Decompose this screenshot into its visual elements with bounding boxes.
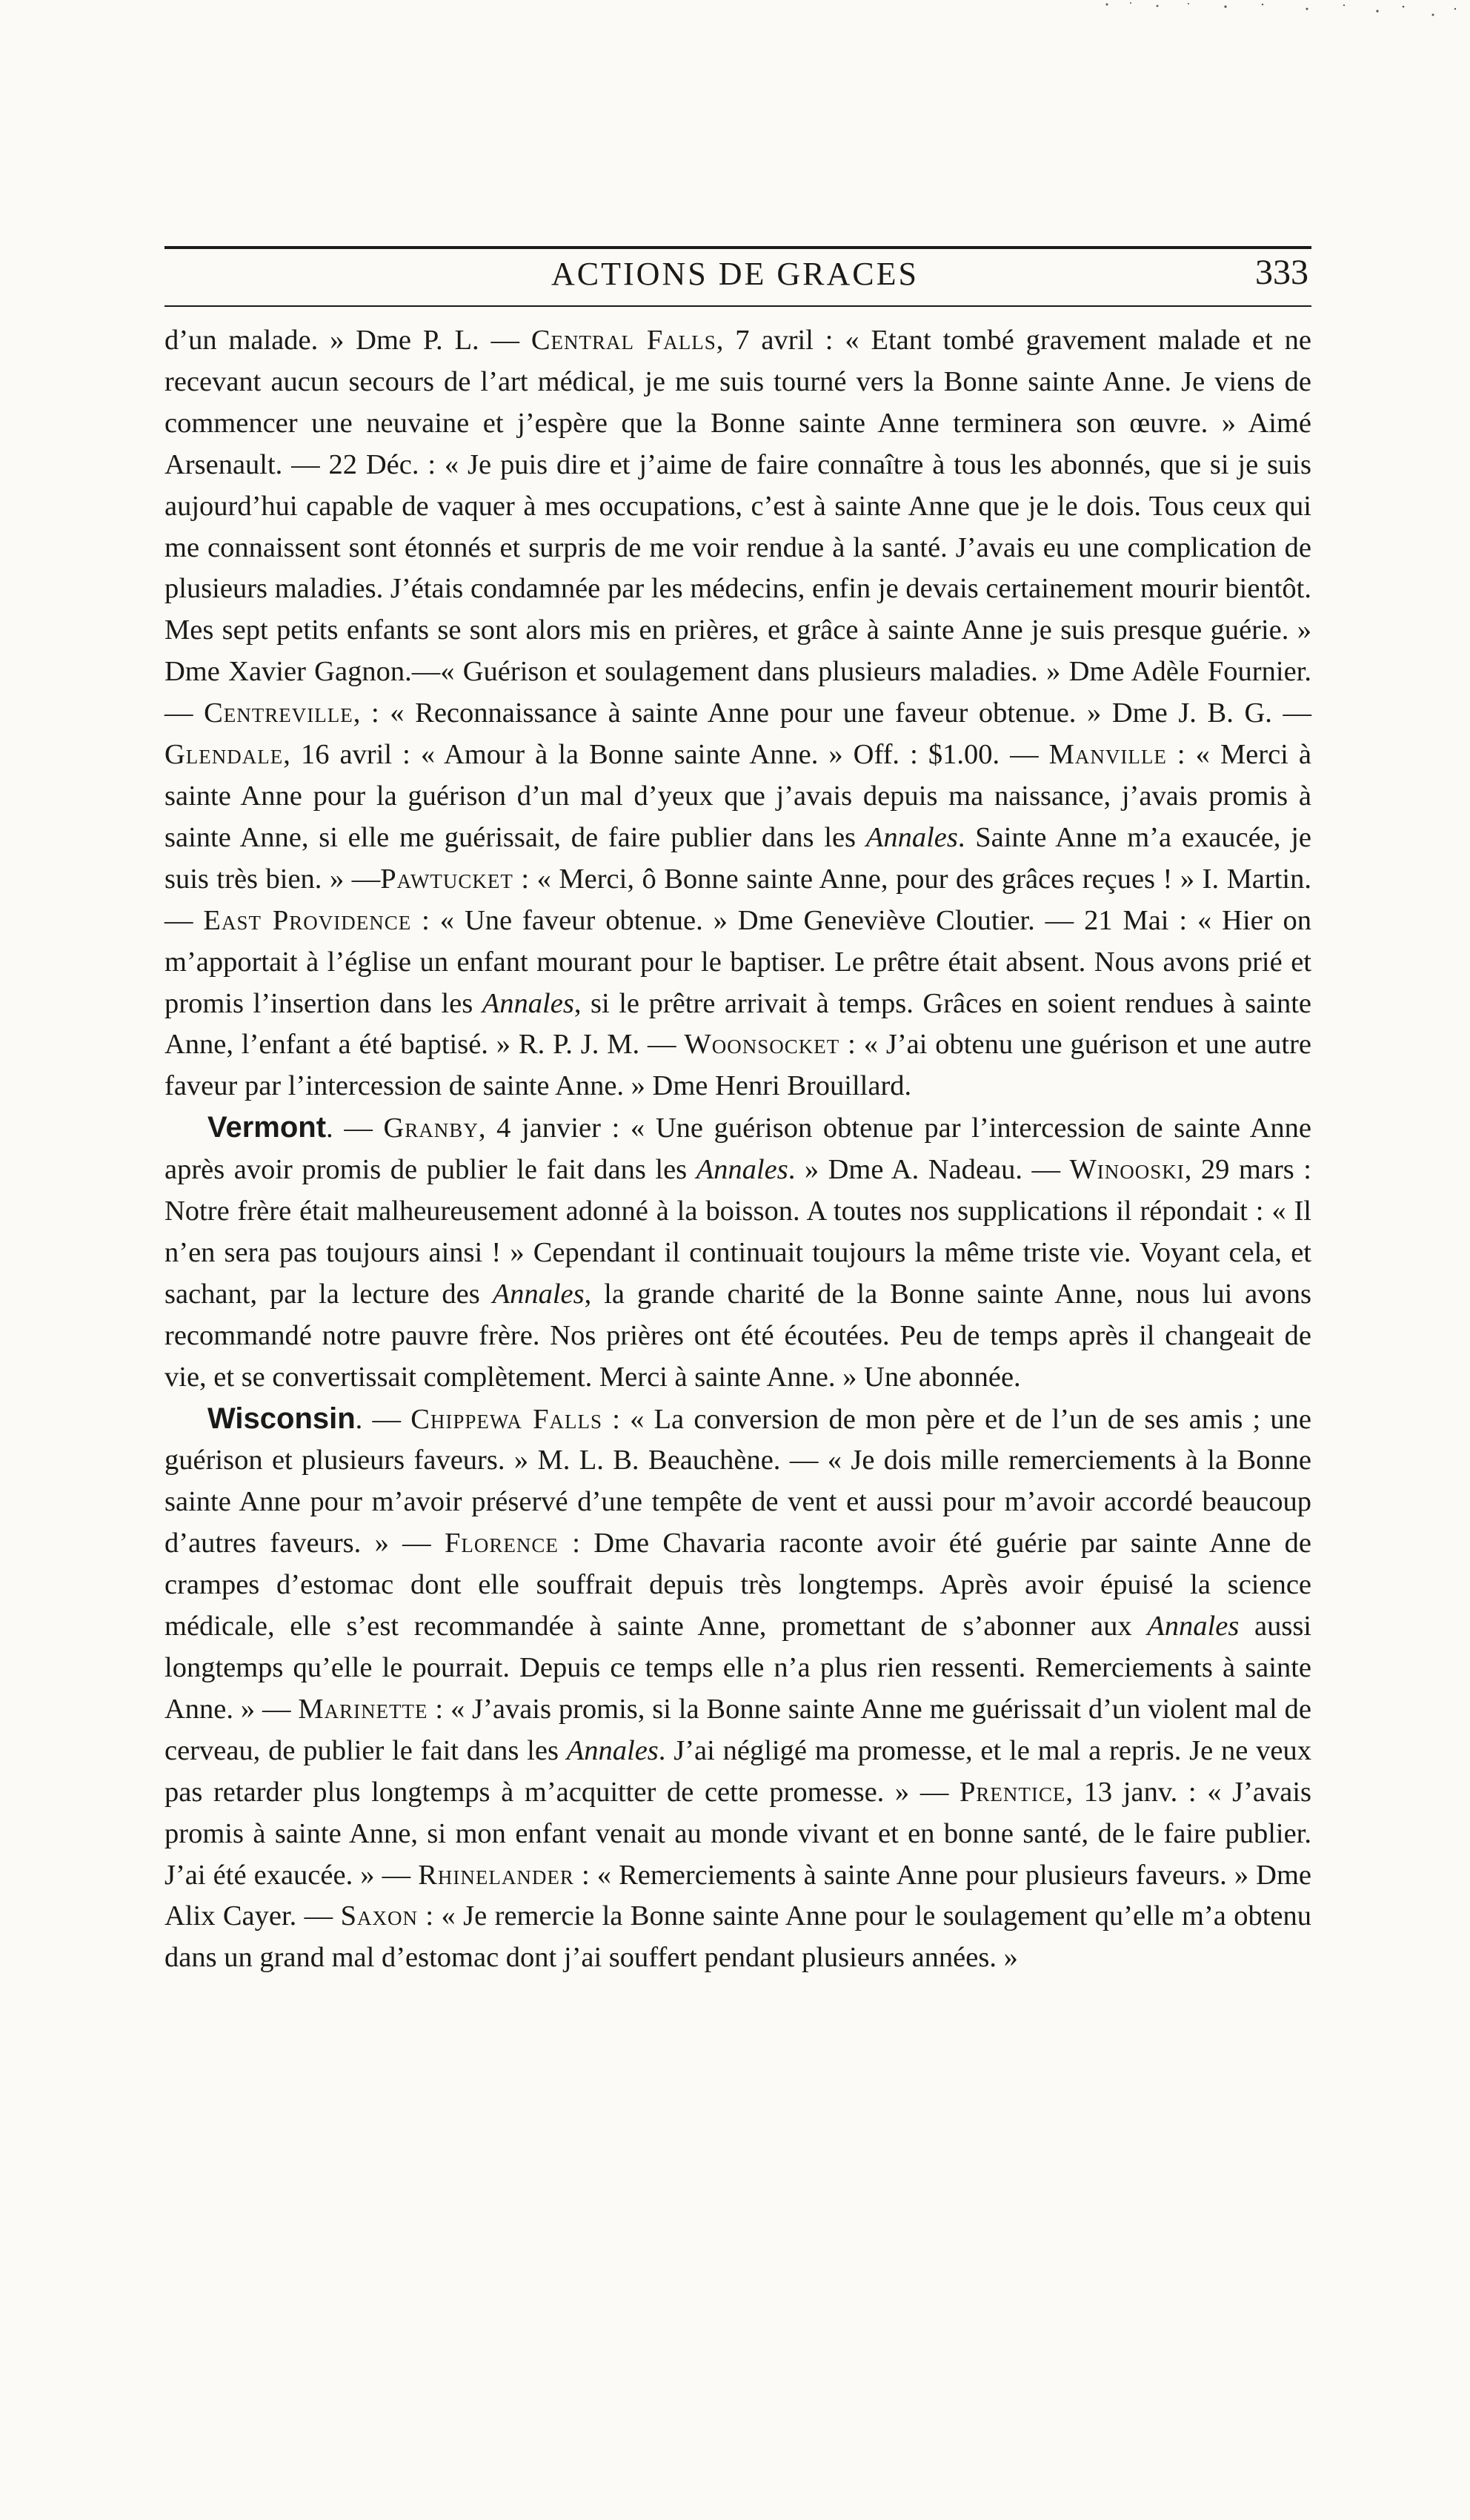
- place-name: Marinette: [298, 1693, 428, 1725]
- place-name: Rhinelander: [418, 1859, 574, 1891]
- paragraph: [164, 1399, 1311, 1980]
- header-rule-bottom: [164, 305, 1311, 307]
- place-name: East Providence: [203, 904, 412, 936]
- place-name: Florence: [444, 1528, 559, 1559]
- state-heading: Wisconsin: [207, 1402, 356, 1435]
- italic-title: Annales: [566, 1734, 659, 1766]
- italic-title: Annales: [865, 821, 958, 853]
- text-run: : « J’avais promis, si la Bonne sainte Anne me guérissait d’un violent mal de cerveau, de publier le fait dans les: [164, 1693, 1311, 1766]
- italic-title: Annales: [492, 1278, 585, 1310]
- place-name: Central Falls: [531, 325, 716, 356]
- body-text: [164, 320, 1311, 1979]
- text-run: : « Une faveur obtenue. » Dme Geneviève Cloutier. — 21 Mai : « Hier on m’apportait à l’église un enfant mourant pour le baptiser. Le prêtre était absent. Nous avons prié et promis l’insertion dans les: [164, 904, 1311, 1019]
- text-run: . —: [326, 1113, 384, 1144]
- italic-title: Annales: [1147, 1611, 1240, 1642]
- text-run: . Sainte Anne m’a exaucée, je suis très bien. » —: [164, 821, 1311, 895]
- paragraph: [164, 320, 1311, 1107]
- text-run: , 29 mars : Notre frère était malheureusement adonné à la boisson. A toutes nos supplications il répondait : « Il n’en sera pas toujours ainsi ! » Cependant il continuait toujours la même triste vie. Voyant cela, et sachant, par la lecture des: [164, 1154, 1311, 1310]
- place-name: Winooski: [1069, 1154, 1185, 1186]
- text-run: , si le prêtre arrivait à temps. Grâces en soient rendues à sainte Anne, l’enfant a été baptisé. » R. P. J. M. —: [164, 987, 1311, 1061]
- italic-title: Annales: [696, 1154, 788, 1186]
- text-run: : « Merci à sainte Anne pour la guérison d’un mal d’yeux que j’avais depuis ma naissance, j’avais promis à sainte Anne, si elle me guérissait, de faire publier dans les: [164, 739, 1311, 853]
- place-name: Manville: [1048, 739, 1167, 771]
- header-rule-top: [164, 246, 1311, 249]
- place-name: Granby: [383, 1113, 479, 1144]
- place-name: Pawtucket: [380, 863, 513, 895]
- text-run: , 7 avril : « Etant tombé gravement malade et ne recevant aucun secours de l’art médical, je me suis tourné vers la Bonne sainte Anne. Je viens de commencer une neuvaine et j’espère que la Bonne sainte Anne terminera son œuvre. » Aimé Arsenault. — 22 Déc. : « Je puis dire et j’aime de faire connaître à tous les abonnés, que si je suis aujourd’hui capable de vaquer à mes occupations, c’est à sainte Anne que je le dois. Tous ceux qui me connaissent sont étonnés et surpris de me voir rendue à la santé. J’avais eu une complication de plusieurs maladies. J’étais condamnée par les médecins, enfin je devais certainement mourir bientôt. Mes sept petits enfants se sont alors mis en prières, et grâce à sainte Anne je suis presque guérie. » Dme Xavier Gagnon.—« Guérison et soulagement dans plusieurs maladies. » Dme Adèle Fournier. —: [164, 325, 1311, 729]
- page-number: 333: [1255, 253, 1308, 292]
- place-name: Glendale: [164, 739, 284, 771]
- place-name: Woonsocket: [684, 1029, 840, 1061]
- running-title: ACTIONS DE GRACES: [551, 256, 919, 292]
- text-run: , la grande charité de la Bonne sainte Anne, nous lui avons recommandé notre pauvre frère. Nos prières ont été écoutées. Peu de temps après il changeait de vie, et se convertissait complètement. Merci à sainte Anne. » Une abonnée.: [164, 1278, 1312, 1393]
- text-run: . —: [355, 1403, 411, 1435]
- print-specks: [1085, 0, 1470, 44]
- place-name: Prentice: [959, 1776, 1066, 1808]
- text-run: , 4 janvier : « Une guérison obtenue par l’intercession de sainte Anne après avoir promis de publier le fait dans les: [164, 1113, 1312, 1186]
- state-heading: Vermont: [207, 1111, 327, 1144]
- text-run: aussi longtemps qu’elle le pourrait. Depuis ce temps elle n’a plus rien ressenti. Remerciements à sainte Anne. » —: [164, 1611, 1311, 1725]
- italic-title: Annales: [482, 987, 574, 1019]
- text-run: , 13 janv. : « J’avais promis à sainte Anne, si mon enfant venait au monde vivant et en bonne santé, de le faire publier. J’ai été exaucée. » —: [164, 1776, 1311, 1891]
- text-run: , 16 avril : « Amour à la Bonne sainte Anne. » Off. : $1.00. —: [283, 739, 1049, 771]
- text-run: d’un malade. » Dme P. L. —: [164, 325, 531, 356]
- text-run: : « Remerciements à sainte Anne pour plusieurs faveurs. » Dme Alix Cayer. —: [164, 1859, 1311, 1932]
- place-name: Centreville: [204, 697, 353, 729]
- text-run: : « Je remercie la Bonne sainte Anne pour le soulagement qu’elle m’a obtenu dans un grand mal d’estomac dont j’ai souffert pendant plusieurs années. »: [164, 1900, 1312, 1974]
- text-run: , : « Reconnaissance à sainte Anne pour une faveur obtenue. » Dme J. B. G. —: [353, 697, 1311, 729]
- paragraph: [164, 1107, 1311, 1398]
- text-run: : « Merci, ô Bonne sainte Anne, pour des grâces reçues ! » I. Martin. —: [164, 863, 1311, 936]
- text-run: : Dme Chavaria raconte avoir été guérie par sainte Anne de crampes d’estomac dont elle souffrait depuis très longtemps. Après avoir épuisé la science médicale, elle s’est recommandée à sainte Anne, promettant de s’abonner aux: [164, 1528, 1311, 1642]
- text-run: : « La conversion de mon père et de l’un de ses amis ; une guérison et plusieurs faveurs. » M. L. B. Beauchène. — « Je dois mille remerciements à la Bonne sainte Anne pour m’avoir préservé d’une tempête de vent et aussi pour m’avoir accordé beaucoup d’autres faveurs. » —: [164, 1403, 1311, 1559]
- place-name: Chippewa Falls: [410, 1403, 602, 1435]
- text-run: . J’ai négligé ma promesse, et le mal a repris. Je ne veux pas retarder plus longtemps à m’acquitter de cette promesse. » —: [164, 1734, 1311, 1808]
- text-run: : « J’ai obtenu une guérison et une autre faveur par l’intercession de sainte Anne. » Dme Henri Brouillard.: [164, 1029, 1312, 1102]
- text-run: . » Dme A. Nadeau. —: [788, 1154, 1070, 1186]
- place-name: Saxon: [340, 1900, 418, 1932]
